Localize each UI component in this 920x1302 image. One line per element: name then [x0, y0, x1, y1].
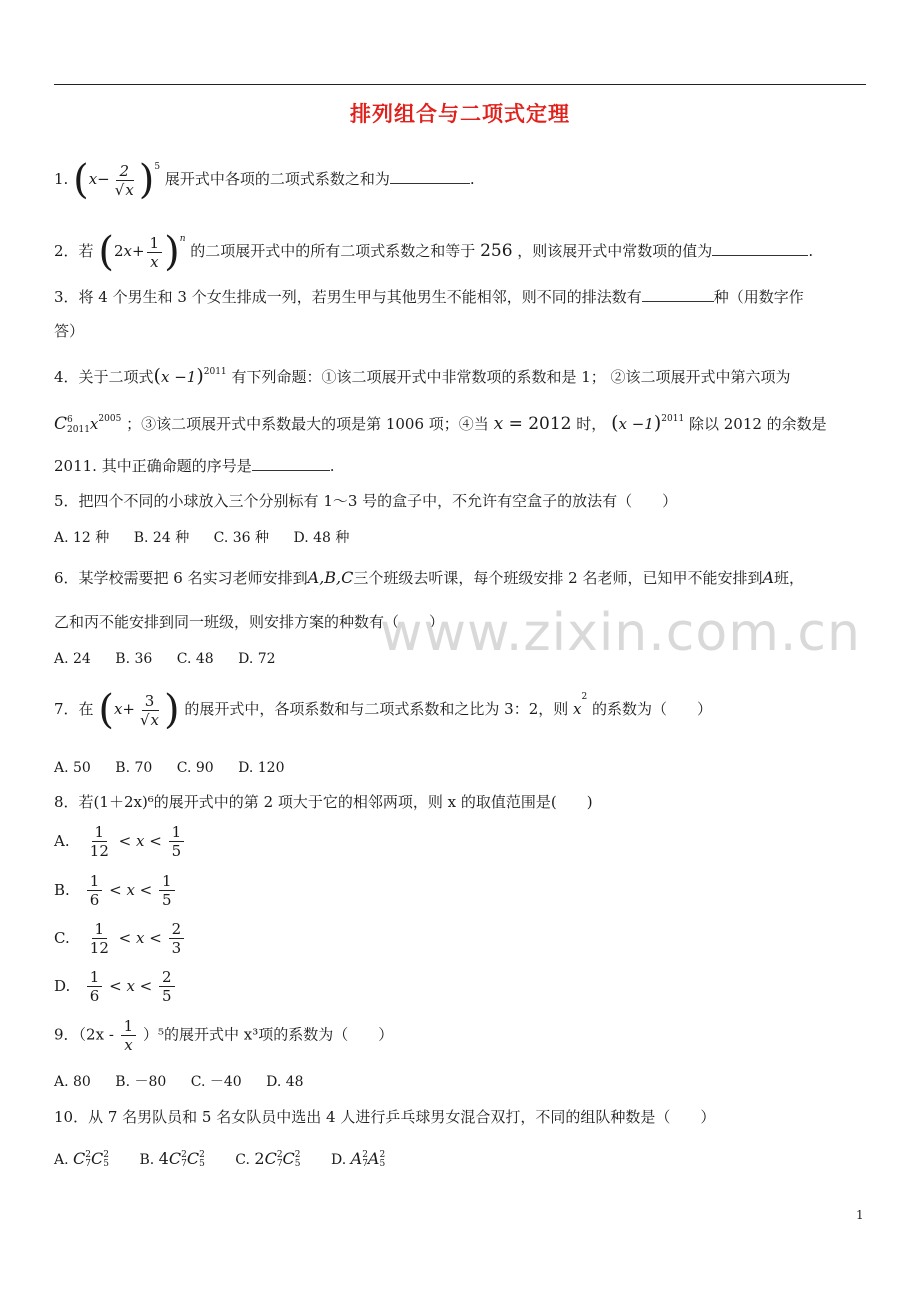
q5-options [54, 527, 369, 549]
q8-option-b-math: $\frac{1}{6}$ < x < $\frac{1}{5}$ [85, 881, 177, 899]
q9-options [54, 1071, 324, 1093]
q8-option-a-label: A. [54, 831, 70, 850]
q10-option-d[interactable] [331, 1148, 385, 1171]
q7-option-a[interactable]: A. 50 [54, 760, 91, 776]
q9-option-b[interactable]: B. －80 [115, 1074, 167, 1090]
q10-option-a-label: A. [54, 1152, 69, 1168]
q4-text-a: 4．关于二项式 [54, 368, 154, 386]
q6-text-c: 班， [774, 569, 805, 587]
q8-option-a[interactable] [54, 823, 186, 860]
q8-option-b[interactable] [54, 872, 177, 909]
question-8 [54, 791, 593, 813]
q10-option-a-math: C 2 7 C 2 5 [73, 1149, 109, 1169]
question-4-line-2 [54, 412, 827, 435]
q6-option-b[interactable]: B. 36 [115, 651, 153, 667]
q1-answer-blank [390, 169, 470, 184]
q10-text: 10．从 7 名男队员和 5 名女队员中选出 4 人进行乒乓球男女混合双打，不同的组队种数是（ ） [54, 1108, 716, 1126]
q9-option-a[interactable]: A. 80 [54, 1074, 91, 1090]
q7-option-c[interactable]: C. 90 [176, 760, 214, 776]
q6-classes: A,B,C [307, 568, 354, 587]
q3-answer-blank [642, 287, 714, 302]
q10-option-b-label: B. [139, 1152, 155, 1168]
q4-text-d: 时， [576, 415, 607, 433]
q8-option-d[interactable] [54, 968, 177, 1005]
q6-options [54, 648, 296, 670]
watermark: www.zixin.com.cn [380, 603, 861, 663]
q9-fraction: $\frac{1}{x}$ [119, 1026, 139, 1044]
top-rule [54, 84, 866, 85]
q1-number: 1. [54, 170, 69, 188]
q3-text-b: 种（用数字作 [713, 288, 804, 306]
q8-option-b-label: B. [54, 880, 70, 899]
q7-options [54, 757, 305, 779]
q2-formula: (2x+ $\frac{1}{x}$ )$^n$ [98, 229, 186, 275]
q5-option-a[interactable]: A. 12 种 [54, 530, 110, 546]
q10-option-b[interactable] [139, 1148, 204, 1171]
q5-text: 5．把四个不同的小球放入三个分别标有 1～3 号的盒子中，不允许有空盒子的放法有（ ） [54, 492, 678, 510]
question-4-line-3 [54, 455, 335, 477]
q4-binomial-2: $(x -1)^{2011}$ [611, 412, 685, 434]
question-2 [54, 229, 814, 275]
q8-option-a-math: $\frac{1}{12}$ < x < $\frac{1}{5}$ [85, 832, 186, 850]
q4-text-f: 2011. 其中正确命题的序号是 [54, 457, 252, 475]
question-3-line-2 [54, 320, 84, 342]
q10-options [54, 1148, 385, 1171]
q10-option-d-math: A 2 7 A 2 5 [350, 1149, 386, 1169]
q6-text-d: 乙和丙不能安排到同一班级，则安排方案的种数有（ ） [54, 613, 445, 631]
q10-option-d-label: D. [330, 1152, 347, 1168]
question-5 [54, 490, 677, 512]
q3-text: 3．将 4 个男生和 3 个女生排成一列，若男生甲与其他男生不能相邻，则不同的排法数有 [54, 288, 642, 306]
q2-answer-blank [712, 241, 808, 256]
q9-number: 9．（2x - [54, 1025, 114, 1044]
q9-option-c[interactable]: C. －40 [190, 1074, 242, 1090]
q9-text: ）⁵的展开式中 x³项的系数为（ ） [143, 1025, 394, 1044]
question-4-line-1 [54, 365, 791, 388]
q7-x2: $x^2$ [573, 692, 588, 718]
q6-text-b: 三个班级去听课，每个班级安排 2 名老师，已知甲不能安排到 [353, 569, 763, 587]
q9-option-d[interactable]: D. 48 [266, 1074, 304, 1090]
q1-end: . [469, 170, 475, 188]
question-3-line-1 [54, 286, 804, 308]
q4-term: C 6 2011 $x^{2005}$ [54, 414, 122, 435]
page-number: 1 [856, 1208, 864, 1222]
q8-option-c-label: C. [54, 928, 70, 947]
q5-option-b[interactable]: B. 24 种 [133, 530, 190, 546]
q2-number: 2．若 [54, 242, 94, 260]
q8-option-c-math: $\frac{1}{12}$ < x < $\frac{2}{3}$ [85, 929, 186, 947]
q2-text-a: 的二项展开式中的所有二项式系数之和等于 [190, 242, 476, 260]
q4-text-c: ；③该二项展开式中系数最大的项是第 1006 项；④当 [126, 415, 489, 433]
question-1 [54, 157, 475, 203]
q5-option-d[interactable]: D. 48 种 [293, 530, 350, 546]
q10-option-c-math: 2C 2 7 C 2 5 [254, 1149, 301, 1169]
question-10 [54, 1106, 715, 1128]
q7-formula: (x+ $\frac{3}{√x}$ ) [98, 687, 180, 733]
q1-text: 展开式中各项的二项式系数之和为 [164, 170, 390, 188]
q6-class-a: A [762, 568, 775, 587]
q2-value: 256 [480, 241, 513, 261]
q7-text-b: 的系数为（ ） [592, 700, 713, 718]
q1-formula: (x− $\frac{2}{√x}$ )$^5$ [73, 157, 161, 203]
question-6-line-1 [54, 567, 804, 589]
q4-answer-blank [252, 456, 330, 471]
q6-option-d[interactable]: D. 72 [238, 651, 276, 667]
q6-option-a[interactable]: A. 24 [54, 651, 91, 667]
q10-option-b-math: 4C 2 7 C 2 5 [158, 1149, 205, 1169]
q10-option-c[interactable] [235, 1148, 300, 1171]
q3-text-c: 答） [54, 322, 85, 340]
q4-binomial: $(x -1)^{2011}$ [153, 365, 227, 387]
q8-option-d-label: D. [54, 976, 71, 995]
q6-text-a: 6．某学校需要把 6 名实习老师安排到 [54, 569, 308, 587]
page-title: 排列组合与二项式定理 [350, 101, 570, 126]
q8-option-d-math: $\frac{1}{6}$ < x < $\frac{2}{5}$ [85, 977, 177, 995]
q4-text-e: 除以 2012 的余数是 [688, 415, 827, 433]
question-7 [54, 687, 713, 733]
q6-option-c[interactable]: C. 48 [176, 651, 214, 667]
q8-option-c[interactable] [54, 920, 186, 957]
q4-text-b: 有下列命题：①该二项展开式中非常数项的系数和是 1； ②该二项展开式中第六项为 [231, 368, 791, 386]
q4-x-eq: x = 2012 [493, 414, 572, 434]
q7-option-b[interactable]: B. 70 [115, 760, 153, 776]
q4-end: . [329, 457, 335, 475]
q10-option-a[interactable] [54, 1148, 109, 1171]
q7-option-d[interactable]: D. 120 [238, 760, 285, 776]
q8-text: 8．若(1＋2x)⁶的展开式中的第 2 项大于它的相邻两项，则 x 的取值范围是( ) [54, 793, 593, 811]
q7-number: 7．在 [54, 700, 94, 718]
q2-end: . [808, 242, 814, 260]
q5-option-c[interactable]: C. 36 种 [213, 530, 270, 546]
q2-text-b: ，则该展开式中常数项的值为 [517, 242, 713, 260]
q7-text-a: 的展开式中，各项系数和与二项式系数和之比为 3：2，则 [184, 700, 569, 718]
q10-option-c-label: C. [235, 1152, 250, 1168]
question-9 [54, 1017, 393, 1054]
